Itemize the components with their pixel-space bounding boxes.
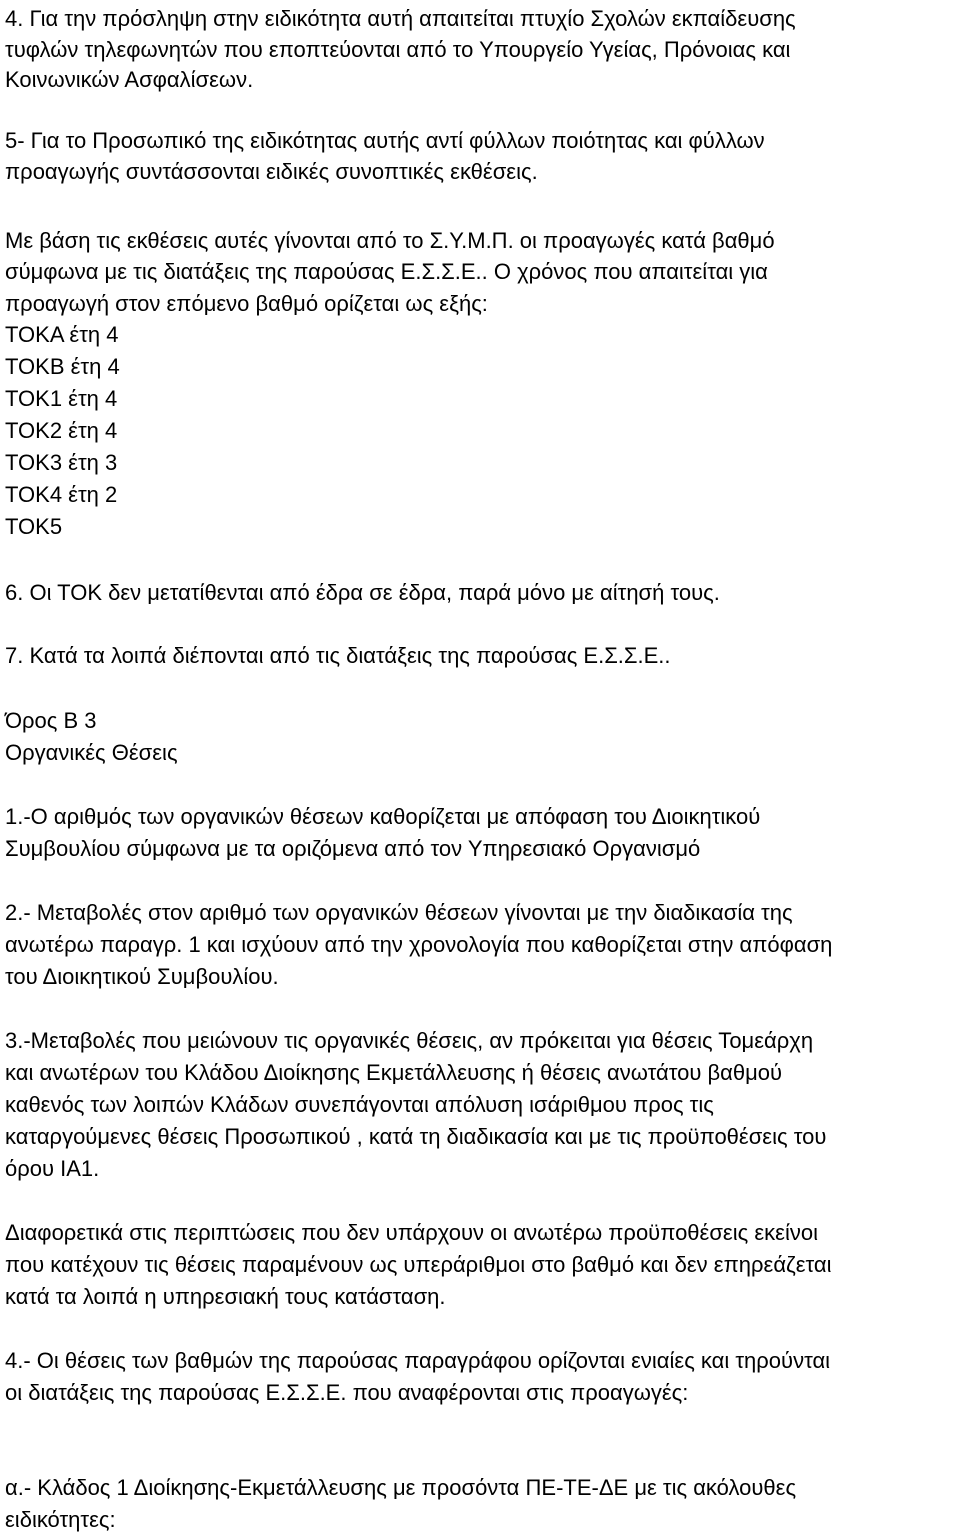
text-line: 6. Οι ΤΟΚ δεν μετατίθενται από έδρα σε έδρα, παρά μόνο με αίτησή τους.: [5, 580, 720, 605]
text-line: ΤΟΚΑ έτη 4: [5, 322, 119, 347]
text-line: και ανωτέρων του Κλάδου Διοίκησης Εκμετάλλευσης ή θέσεις ανωτάτου βαθμού: [5, 1060, 783, 1085]
text-line: ΤΟΚ4 έτη 2: [5, 482, 118, 507]
section-heading: Όρος Β 3: [5, 708, 97, 733]
text-line: προαγωγή στον επόμενο βαθμό ορίζεται ως εξής:: [5, 291, 488, 316]
text-line: 3.-Μεταβολές που μειώνουν τις οργανικές θέσεις, αν πρόκειται για θέσεις Τομεάρχη: [5, 1028, 814, 1053]
text-line: σύμφωνα με τις διατάξεις της παρούσας Ε.Σ.Σ.Ε.. Ο χρόνος που απαιτείται για: [5, 259, 768, 284]
text-line: του Διοικητικού Συμβουλίου.: [5, 964, 279, 989]
text-line: ειδικότητες:: [5, 1507, 116, 1532]
text-line: που κατέχουν τις θέσεις παραμένουν ως υπεράριθμοι στο βαθμό και δεν επηρεάζεται: [5, 1252, 832, 1277]
text-line: ανωτέρω παραγρ. 1 και ισχύουν από την χρονολογία που καθορίζεται στην απόφαση: [5, 932, 833, 957]
text-line: προαγωγής συντάσσονται ειδικές συνοπτικές εκθέσεις.: [5, 159, 538, 184]
text-line: καταργούμενες θέσεις Προσωπικού , κατά τη διαδικασία και με τις προϋποθέσεις του: [5, 1124, 827, 1149]
text-line: ΤΟΚΒ έτη 4: [5, 354, 120, 379]
text-line: 1.-Ο αριθμός των οργανικών θέσεων καθορίζεται με απόφαση του Διοικητικού: [5, 804, 761, 829]
text-line: Με βάση τις εκθέσεις αυτές γίνονται από το Σ.Υ.Μ.Π. οι προαγωγές κατά βαθμό: [5, 228, 775, 253]
text-line: οι διατάξεις της παρούσας Ε.Σ.Σ.Ε. που αναφέρονται στις προαγωγές:: [5, 1380, 689, 1405]
text-line: Συμβουλίου σύμφωνα με τα οριζόμενα από τον Υπηρεσιακό Οργανισμό: [5, 836, 701, 861]
text-line: τυφλών τηλεφωνητών που εποπτεύονται από το Υπουργείο Υγείας, Πρόνοιας και: [5, 37, 791, 62]
text-line: κατά τα λοιπά η υπηρεσιακή τους κατάσταση.: [5, 1284, 446, 1309]
text-line: α.- Κλάδος 1 Διοίκησης-Εκμετάλλευσης με προσόντα ΠΕ-ΤΕ-ΔΕ με τις ακόλουθες: [5, 1475, 797, 1500]
text-line: όρου ΙΑ1.: [5, 1156, 100, 1181]
text-line: ΤΟΚ5: [5, 514, 63, 539]
text-line: 5- Για το Προσωπικό της ειδικότητας αυτής αντί φύλλων ποιότητας και φύλλων: [5, 128, 765, 153]
text-line: 2.- Μεταβολές στον αριθμό των οργανικών θέσεων γίνονται με την διαδικασία της: [5, 900, 793, 925]
text-line: καθενός των λοιπών Κλάδων συνεπάγονται απόλυση ισάριθμου προς τις: [5, 1092, 714, 1117]
text-line: Διαφορετικά στις περιπτώσεις που δεν υπάρχουν οι ανωτέρω προϋποθέσεις εκείνοι: [5, 1220, 818, 1245]
text-line: ΤΟΚ1 έτη 4: [5, 386, 118, 411]
text-line: ΤΟΚ2 έτη 4: [5, 418, 118, 443]
text-line: 4.- Οι θέσεις των βαθμών της παρούσας παραγράφου ορίζονται ενιαίες και τηρούνται: [5, 1348, 831, 1373]
text-line: ΤΟΚ3 έτη 3: [5, 450, 118, 475]
section-heading: Οργανικές Θέσεις: [5, 740, 178, 765]
text-line: 4. Για την πρόσληψη στην ειδικότητα αυτή απαιτείται πτυχίο Σχολών εκπαίδευσης: [5, 6, 796, 31]
text-line: 7. Κατά τα λοιπά διέπονται από τις διατάξεις της παρούσας Ε.Σ.Σ.Ε..: [5, 643, 671, 668]
text-line: Κοινωνικών Ασφαλίσεων.: [5, 67, 254, 92]
